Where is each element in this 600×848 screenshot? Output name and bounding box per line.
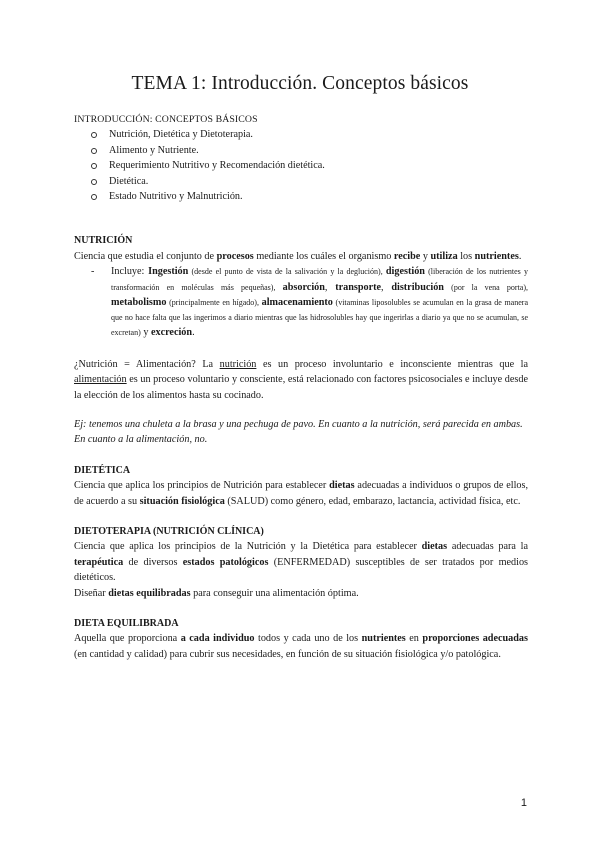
toc-list [74,127,528,204]
document-body [74,112,528,662]
nutricion-incluye-item: - Incluye: Ingestión (desde el punto de vista de la salivación y la deglución), digestión (liberación de los nutrientes y transformación en moléculas más pequeñas), absorción, transporte, distribución (por la vena porta), metabolismo (principalmente en hígado), almacenamiento (vitaminas liposolubles se acumulan en la grasa de manera que no hace falta que las ingerimos a diario mientras que las hidrosolubles hay que ingerirlas a diario ya que no se acumulan, se excretan) y excreción. [91,266,529,339]
toc-item: Alimento y Nutriente. [88,143,528,158]
page-number: 1 [520,797,527,809]
dash-marker: - [91,266,95,278]
page-title: TEMA 1: Introducción. Conceptos básicos [131,73,469,94]
section-heading-dieta-equilibrada: DIETA EQUILIBRADA [74,618,179,630]
dietoterapia-line-2: Diseñar dietas equilibradas para conseguir una alimentación óptima. [74,587,359,599]
toc-item: Nutrición, Dietética y Dietoterapia. [88,127,528,142]
section-heading-dietetica: DIETÉTICA [74,464,131,476]
toc-heading: INTRODUCCIÓN: CONCEPTOS BÁSICOS [74,114,258,125]
example-paragraph: Ej: tenemos una chuleta a la brasa y una pechuga de pavo. En cuanto a la nutrición, será parecida en ambas. En cuanto a la alimentación, no. [74,418,523,446]
toc-item: Requerimiento Nutritivo y Recomendación dietética. [88,158,528,173]
toc-item: Dietética. [88,174,528,189]
dietetica-definition: Ciencia que aplica los principios de Nutrición para establecer dietas adecuadas a individuos o grupos de ellos, de acuerdo a su situación fisiológica (SALUD) como género, edad, embarazo, lactancia, actividad física, etc. [74,480,529,507]
toc-item: Estado Nutritivo y Malnutrición. [88,189,528,204]
nutricion-definition: Ciencia que estudia el conjunto de procesos mediante los cuáles el organismo recibe y utiliza los nutrientes. [74,250,522,262]
dieta-equilibrada-definition: Aquella que proporciona a cada individuo todos y cada uno de los nutrientes en proporciones adecuadas (en cantidad y calidad) para cubrir sus necesidades, en función de su situación fisiológica y/o patológica. [74,633,528,660]
nutricion-vs-alimentacion: ¿Nutrición = Alimentación? La nutrición es un proceso involuntario e inconsciente mientras que la alimentación es un proceso voluntario y consciente, está relacionado con factores psicosociales e incluye desde la elección de los alimentos hasta su cocinado. [74,358,528,401]
section-heading-nutricion: NUTRICIÓN [74,235,133,247]
dietoterapia-definition: Ciencia que aplica los principios de la Nutrición y la Dietética para establecer dietas adecuadas para la terapéutica de diversos estados patológicos (ENFERMEDAD) susceptibles de ser tratados por medios dietéticos. [74,541,528,584]
section-heading-dietoterapia: DIETOTERAPIA (NUTRICIÓN CLÍNICA) [74,525,264,537]
